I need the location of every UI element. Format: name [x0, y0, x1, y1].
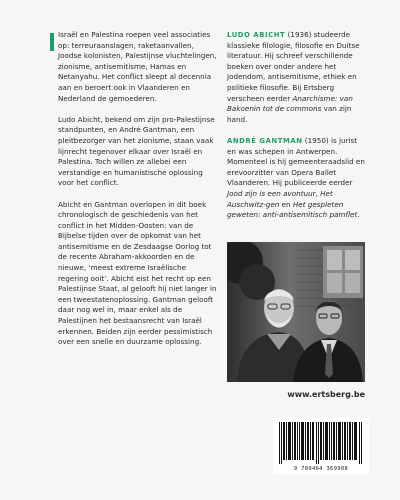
- author-bio-text: (1950) is jurist en was schepen in Antwerpen. Momenteel is hij gemeenteraadslid en erevoorzitter van Opera Ballet Vlaanderen. Hij publiceerde eerder: [227, 135, 365, 188]
- separator: .: [357, 210, 360, 220]
- author-bio-text: (1936) studeerde klassieke filologie, filosofie en Duitse literatuur. Hij schreef verschillende boeken over onder andere het Jodendom, antisemitisme, ethiek en politieke filosofie. Bij Ertsberg verscheen eerder: [227, 30, 360, 103]
- author-bios: [227, 30, 367, 231]
- separator: ,: [315, 188, 321, 198]
- author-name-abicht: LUDO ABICHT: [227, 31, 286, 39]
- book-title: Het Auschwitz-gen: [227, 188, 333, 209]
- authors-photo-illustration: [227, 242, 365, 382]
- author-name-gantman: ANDRÉ GANTMAN: [227, 136, 303, 145]
- accent-bar: [50, 33, 54, 51]
- blurb-column: [58, 30, 218, 358]
- author-bio-abicht: [227, 30, 367, 125]
- isbn-number: 9 789464 369908: [293, 466, 349, 472]
- author-bio-text: van zijn hand.: [227, 104, 352, 124]
- book-title: Jood zijn is een avontuur: [227, 188, 316, 198]
- separator: en: [279, 199, 293, 209]
- blurb-paragraph-1: Israël en Palestina roepen veel associaties op: terreuraanslagen, raketaanvallen, Joodse kolonisten, Palestijnse vluchtelingen, zionisme, antisemitisme, Hamas en Netanyahu. Het conflict sleept al decennia aan en beroert ook in Vlaanderen en Nederland de gemoederen.: [58, 30, 217, 103]
- blurb-paragraph-2: Ludo Abicht, bekend om zijn pro-Palestijnse standpunten, en André Gantman, een pleitbezorger van het zionisme, staan vaak lijnrecht tegenover elkaar over Israël en Palestina. Toch willen ze allebei een verstandige en humanistische oplossing voor het conflict.: [58, 114, 215, 188]
- book-title: Anarchisme: van Bakoenin tot de commons: [227, 93, 353, 114]
- book-title: Het gespleten geweten: anti-antisemitisch pamflet: [227, 199, 358, 220]
- publisher-website: www.ertsberg.be: [287, 390, 365, 399]
- authors-photo: [227, 242, 365, 382]
- barcode-graphic: [273, 418, 369, 464]
- author-bio-gantman: [227, 136, 367, 221]
- blurb-paragraph-3: Abicht en Gantman overlopen in dit boek chronologisch de geschiedenis van het conflict in het Midden-Oosten: van de Bijbelse tijden over de opkomst van het antisemitisme en de Zesdaagse Oorlog tot de recente Abraham-akkoorden en de nieuwe, ‘meest extreme Israëlische regering ooit’. Abicht eist het recht op een Palestijnse Staat, al gelooft hij niet langer in een tweestatenoplossing. Gantman gelooft daar nog wel in, maar enkel als de Palestijnen het bestaansrecht van Israël erkennen. Beiden zijn eerder pessimistisch over een snelle en duurzame oplossing.: [58, 199, 217, 347]
